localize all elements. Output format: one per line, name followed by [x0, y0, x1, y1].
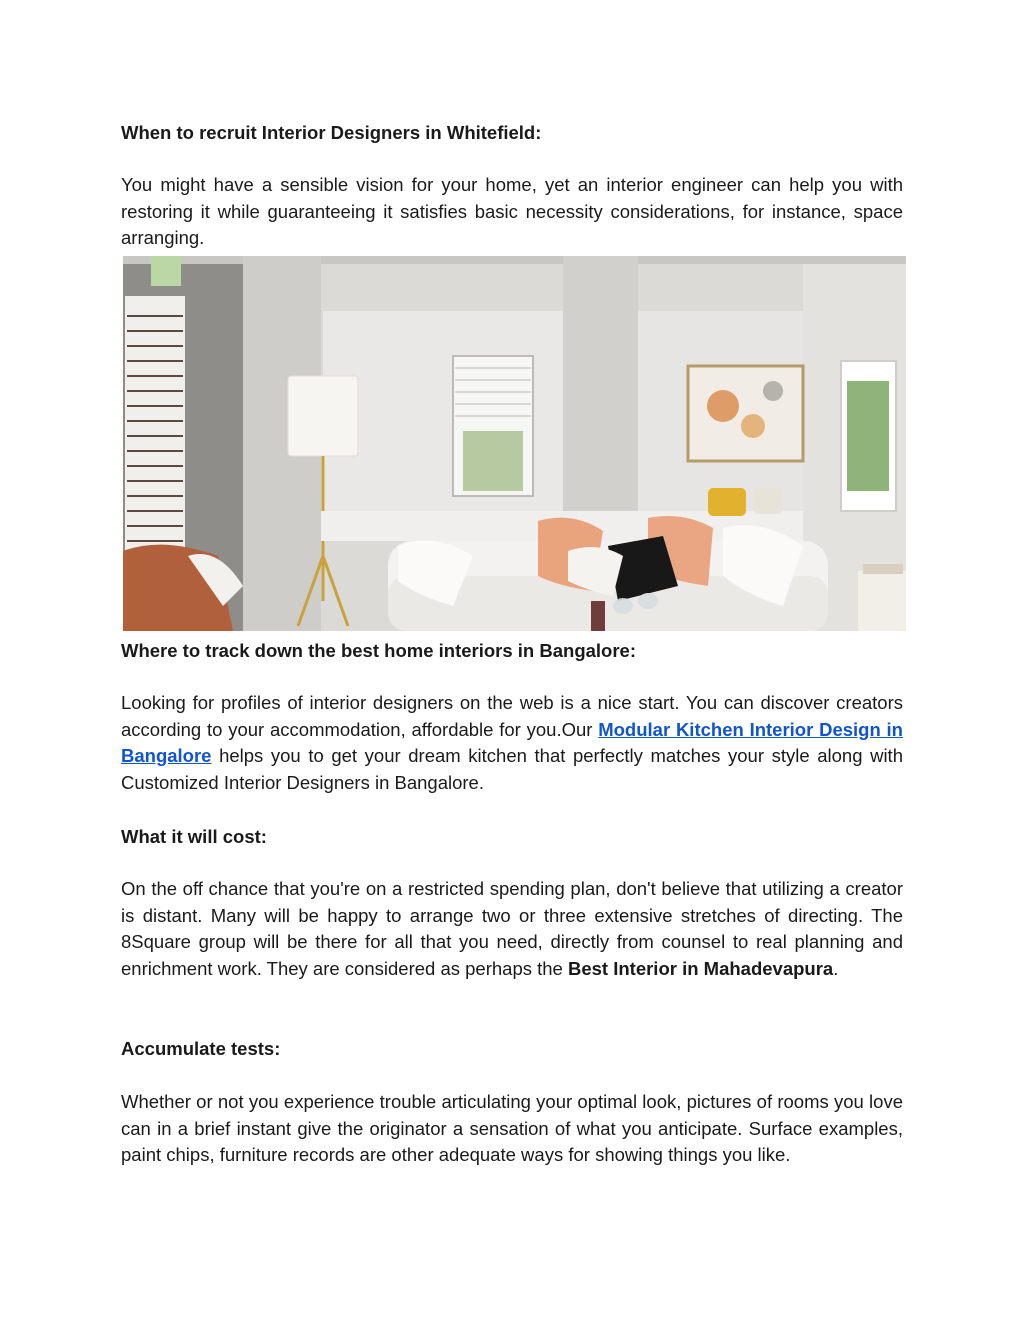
paragraph-text-before-bold: On the off chance that you're on a restricted spending plan, don't believe that utilizing a creator is distant. Many will be happy to arrange two or three extensive stretches of directing. The 8Square group will be there for all that you need, directly from counsel to real planning and enrichment work. They are considered as perhaps the — [121, 878, 903, 979]
paragraph-what-it-will-cost — [121, 876, 903, 982]
living-room-photo — [123, 256, 906, 631]
paragraph-accumulate-tests: Whether or not you experience trouble articulating your optimal look, pictures of rooms you love can in a brief instant give the originator a sensation of what you anticipate. Surface examples, paint chips, furniture records are other adequate ways for showing things you like. — [121, 1091, 903, 1166]
heading-when-to-recruit: When to recruit Interior Designers in Whitefield: — [121, 122, 542, 143]
paragraph-where-to-track — [121, 690, 903, 796]
paragraph-text-after-bold: . — [833, 957, 839, 979]
heading-where-to-track: Where to track down the best home interiors in Bangalore: — [121, 640, 636, 661]
modular-kitchen-link[interactable]: Modular Kitchen Interior Design in Bangalore — [121, 718, 903, 767]
heading-accumulate-tests: Accumulate tests: — [121, 1038, 281, 1059]
bold-best-interior: Best Interior in Mahadevapura — [567, 957, 834, 979]
paragraph-text-after-link: helps you to get your dream kitchen that perfectly matches your style along with Customized Interior Designers in Bangalore. — [121, 745, 903, 793]
heading-what-it-will-cost: What it will cost: — [121, 826, 267, 847]
paragraph-when-to-recruit: You might have a sensible vision for your home, yet an interior engineer can help you with restoring it while guaranteeing it satisfies basic necessity considerations, for instance, space arranging. — [121, 174, 903, 249]
paragraph-text-before-link: Looking for profiles of interior designers on the web is a nice start. You can discover creators according to your accommodation, affordable for you.Our — [121, 692, 903, 740]
